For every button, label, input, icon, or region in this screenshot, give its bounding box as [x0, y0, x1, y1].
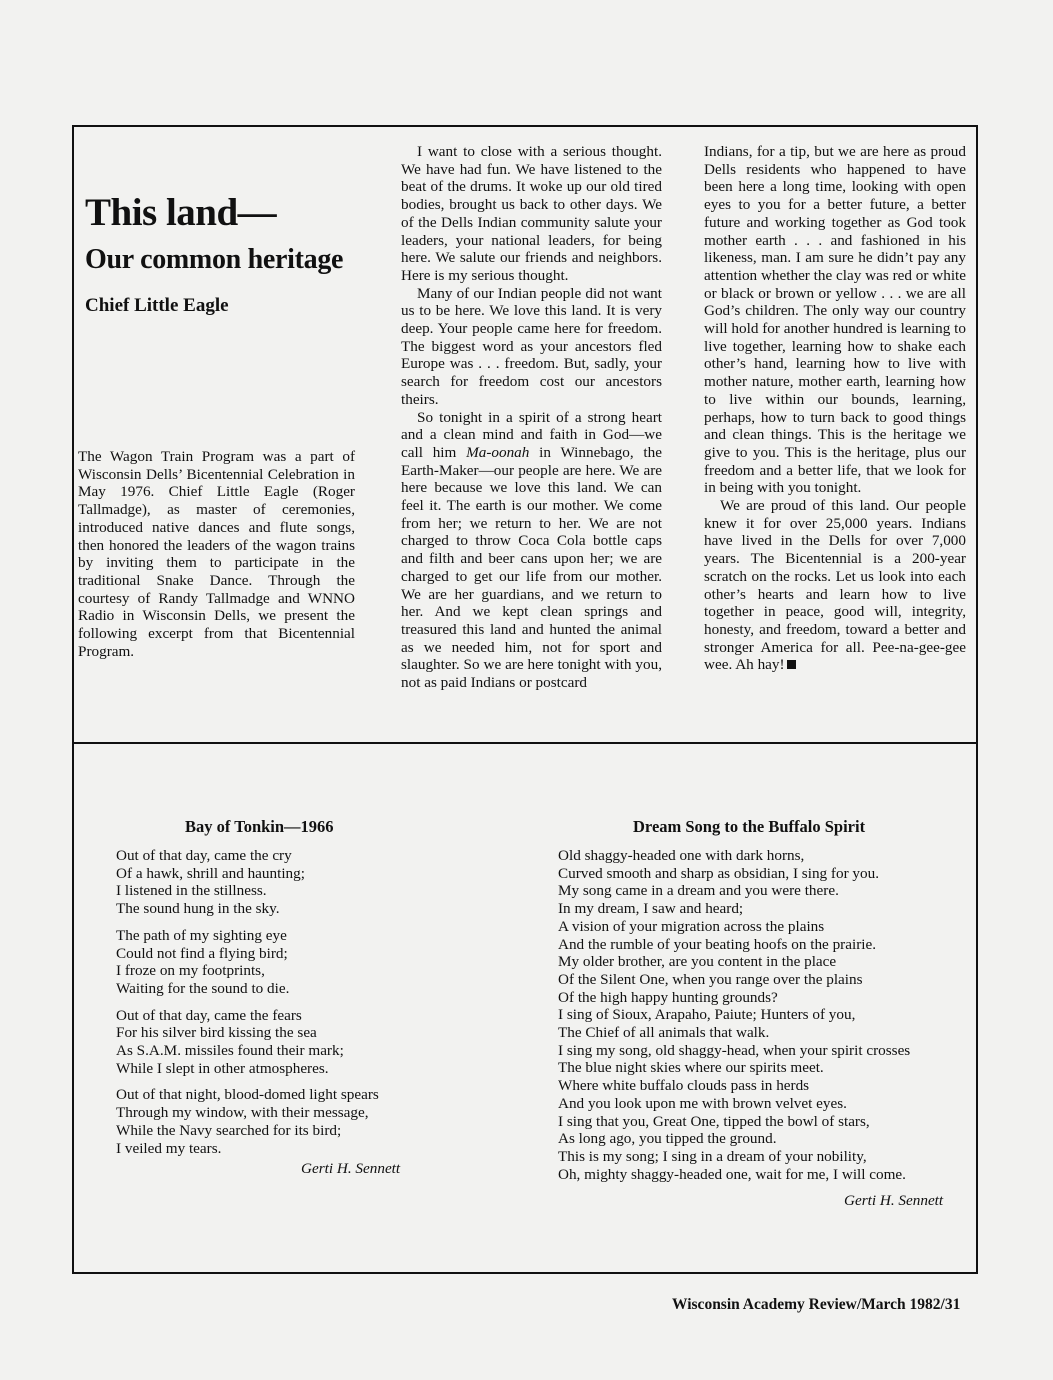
article-intro — [78, 448, 355, 660]
poem-line: I sing my song, old shaggy-head, when your spirit crosses — [558, 1041, 911, 1059]
closing-paragraph-text: We are proud of this land. Our people knew it for over 25,000 years. Indians have lived in the Dells for over 7,000 years. The Bicentennial is a 200-year scratch on the rocks. Let us look into each other’s hearts and learn how to live together in peace, good will, integrity, honesty, and freedom, toward a better and stronger America for all. Pee-na-gee-gee wee. Ah hay! — [704, 497, 966, 674]
article-title: This land— — [85, 191, 277, 234]
poem-line: Out of that day, came the cry — [116, 847, 292, 864]
poem-line: I froze on my footprints, — [116, 962, 265, 980]
poem-line: Out of that day, came the fears — [116, 1006, 302, 1024]
article-author: Chief Little Eagle — [85, 295, 229, 316]
poem-line: My older brother, are you content in the place — [558, 953, 837, 971]
poem-line: This is my song; I sing in a dream of your nobility, — [558, 1147, 867, 1165]
poem-line: Where white buffalo clouds pass in herds — [558, 1077, 810, 1095]
article-paragraph-4 — [704, 497, 966, 674]
poem-line: As long ago, you tipped the ground. — [558, 1130, 777, 1148]
article-paragraph-2: Many of our Indian people did not want us to be here. We love this land. It is very deep. Your people came here for freedom. The biggest word as your ancestors fled Europe was . . . freedom. But, sadly, your search for freedom cost our ancestors theirs. — [401, 284, 662, 408]
poem-line: And the rumble of your beating hoofs on the prairie. — [558, 935, 877, 953]
poem-line: The blue night skies where our spirits meet. — [558, 1059, 824, 1077]
article-paragraph-3-continued: Indians, for a tip, but we are here as proud Dells residents who happened to have been here a long time, looking with open eyes to you for a better future, a better future and working together as God took mother earth . . . and fashioned in his likeness, man. I am sure he didn’t pay any attention whether the clay was red or white or black or brown or yellow . . . we are all God’s children. The only way our country will hold for another hundred is learning to live together, learning how to shake each other’s hand, learning how to live with mother nature, mother earth, learning how to live within our bounds, learning, perhaps, how to turn back to good things and clean things. This is the heritage we give to you. This is the heritage, plus our freedom and a better life, that we look for in being with you tonight. — [704, 143, 966, 497]
poem-stanza — [116, 927, 436, 998]
poem-1-title: Bay of Tonkin—1966 — [185, 817, 334, 836]
poem-line: While I slept in other atmospheres. — [116, 1059, 329, 1077]
article-column-middle — [401, 143, 662, 692]
poem-line: Old shaggy-headed one with dark horns, — [558, 847, 805, 864]
article-paragraph-3 — [401, 409, 662, 692]
poem-line: For his silver bird kissing the sea — [116, 1024, 317, 1042]
article-column-right — [704, 143, 966, 674]
poem-2-credit: Gerti H. Sennett — [844, 1192, 944, 1209]
intro-paragraph: The Wagon Train Program was a part of Wisconsin Dells’ Bicentennial Celebration in May 1976. Chief Little Eagle (Roger Tallmadge), as master of ceremonies, introduced native dances and flute songs, then honored the leaders of the wagon trains by inviting them to participate in the traditional Snake Dance. Through the courtesy of Randy Tallmadge and WNNO Radio in Wisconsin Dells, we present the following excerpt from that Bicentennial Program. — [78, 448, 355, 660]
poem-line: Through my window, with their message, — [116, 1104, 369, 1122]
page-footer: Wisconsin Academy Review/March 1982/31 — [672, 1296, 961, 1313]
poem-line: Curved smooth and sharp as obsidian, I sing for you. — [558, 864, 880, 882]
poem-line: Could not find a flying bird; — [116, 944, 288, 962]
poem-line: Of the Silent One, when you range over the plains — [558, 970, 863, 988]
poem-line: Waiting for the sound to die. — [116, 979, 290, 997]
poem-line: As S.A.M. missiles found their mark; — [116, 1042, 344, 1060]
poem-line: And you look upon me with brown velvet eyes. — [558, 1094, 847, 1112]
poem-line: I sing of Sioux, Arapaho, Paiute; Hunters of you, — [558, 1006, 856, 1024]
poem-line: A vision of your migration across the plains — [558, 917, 825, 935]
poem-1-credit: Gerti H. Sennett — [301, 1160, 401, 1177]
poem-line: The Chief of all animals that walk. — [558, 1024, 770, 1042]
poem-line: The sound hung in the sky. — [116, 900, 280, 918]
poem-2-title: Dream Song to the Buffalo Spirit — [633, 817, 866, 836]
poem-line: My song came in a dream and you were there. — [558, 882, 839, 900]
end-mark-icon — [787, 660, 796, 669]
poem-1-body — [116, 847, 436, 1166]
poem-line: Of the high happy hunting grounds? — [558, 988, 778, 1006]
poem-2-body — [558, 847, 958, 1183]
poem-line: Of a hawk, shrill and haunting; — [116, 864, 305, 882]
poem-line: In my dream, I saw and heard; — [558, 900, 744, 918]
poem-line: While the Navy searched for its bird; — [116, 1121, 342, 1139]
paragraph-3-start: So tonight in a spirit of a strong heart and a clean mind and faith in God—we call him — [401, 408, 662, 461]
paragraph-3-end: in Winnebago, the Earth-Maker—our people are here. We are here because we love this land. We can feel it. The earth is our mother. We come from her; we return to her. We are not charged to throw Coca Cola bottle caps and filth and beer cans upon her; we are charged to get our life from our mother. We are her guardians, and we return to her. And we kept clean springs and treasured this land and hunted the animal as we needed him, not for sport and slaughter. So we are here tonight with you, not as paid Indians or postcard — [401, 443, 662, 692]
paragraph-3-italic-word: Ma-oonah — [466, 443, 530, 461]
poem-stanza — [116, 1086, 436, 1157]
poem-line: The path of my sighting eye — [116, 926, 287, 944]
poem-line: I listened in the stillness. — [116, 882, 267, 900]
poem-stanza — [116, 1007, 436, 1078]
poem-line: Oh, mighty shaggy-headed one, wait for me, I will come. — [558, 1165, 906, 1183]
article-paragraph-1: I want to close with a serious thought. We have had fun. We have listened to the beat of the drums. It woke up our old tired bodies, brought us back to other days. We of the Dells Indian community salute your leaders, your national leaders, for being here. We salute our friends and neighbors. Here is my serious thought. — [401, 143, 662, 284]
poem-line: I veiled my tears. — [116, 1139, 222, 1157]
poem-stanza — [116, 847, 436, 918]
poem-line: I sing that you, Great One, tipped the bowl of stars, — [558, 1112, 870, 1130]
poem-line: Out of that night, blood-domed light spears — [116, 1086, 379, 1104]
article-subtitle: Our common heritage — [85, 244, 344, 275]
